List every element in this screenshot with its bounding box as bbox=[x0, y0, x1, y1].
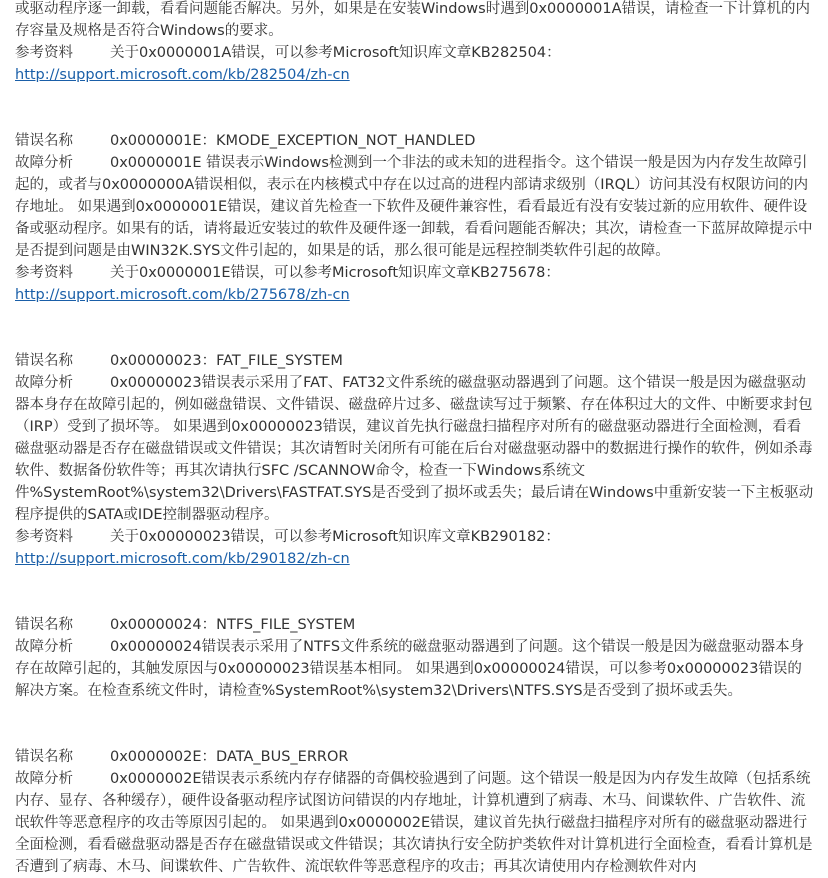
intro-reference bbox=[15, 42, 815, 64]
kb290182-link[interactable]: http://support.microsoft.com/kb/290182/zh-cn bbox=[15, 551, 350, 567]
kb275678-link[interactable]: http://support.microsoft.com/kb/275678/zh-cn bbox=[15, 287, 350, 303]
error-name: 0x0000002E：DATA_BUS_ERROR bbox=[110, 749, 349, 765]
analysis-paragraph bbox=[15, 636, 815, 702]
error-name-row bbox=[15, 130, 815, 152]
analysis-label: 故障分析 bbox=[15, 639, 73, 655]
kb282504-link[interactable]: http://support.microsoft.com/kb/282504/zh-cn bbox=[15, 67, 350, 83]
analysis-paragraph bbox=[15, 768, 815, 878]
error-name-row bbox=[15, 746, 815, 768]
error-name-label: 错误名称 bbox=[15, 617, 73, 633]
analysis-text: 0x0000002E错误表示系统内存存储器的奇偶校验遇到了问题。这个错误一般是因为内存发生故障（包括系统内存、显存、各种缓存），硬件设备驱动程序试图访问错误的内存地址，计算机遭到了病毒、木马、间谍软件、广告软件、流氓软件等恶意程序的攻击等原因引起的。 如果遇到0x0000002E错误，建议首先执行磁盘扫描程序对所有的磁盘驱动器进行全面检测，看看磁盘驱动器是否存在磁盘错误或文件错误；其次请执行安全防护类软件对计算机进行全面检查，看看计算机是否遭到了病毒、木马、间谍软件、广告软件、流氓软件等恶意程序的攻击；再其次请使用内存检测软件对内 bbox=[15, 771, 813, 875]
reference-text: 关于0x0000001A错误，可以参考Microsoft知识库文章KB282504： bbox=[110, 45, 561, 61]
analysis-label: 故障分析 bbox=[15, 155, 73, 171]
error-name-label: 错误名称 bbox=[15, 353, 73, 369]
analysis-label: 故障分析 bbox=[15, 771, 73, 787]
error-name: 0x0000001E：KMODE_EXCEPTION_NOT_HANDLED bbox=[110, 133, 476, 149]
reference-text: 关于0x00000023错误，可以参考Microsoft知识库文章KB290182： bbox=[110, 529, 560, 545]
analysis-text: 0x0000001E 错误表示Windows检测到一个非法的或未知的进程指令。这个错误一般是因为内存发生故障引起的，或者与0x0000000A错误相似，表示在内核模式中存在以过高的进程内部请求级别（IRQL）访问其没有权限访问的内存地址。 如果遇到0x0000001E错误，建议首先检查一下软件及硬件兼容性，看看最近有没有安装过新的应用软件、硬件设备或驱动程序。如果有的话，请将最近安装过的软件及硬件逐一卸载，看看问题能否解决；其次，请检查一下蓝屏故障提示中是否提到问题是由WIN32K.SYS文件引起的，如果是的话，那么很可能是远程控制类软件引起的故障。 bbox=[15, 155, 813, 259]
analysis-paragraph bbox=[15, 372, 815, 526]
error-entry-0x0000001E bbox=[15, 130, 815, 306]
analysis-paragraph bbox=[15, 152, 815, 262]
reference-row bbox=[15, 262, 815, 284]
analysis-label: 故障分析 bbox=[15, 375, 73, 391]
reference-label: 参考资料 bbox=[15, 265, 73, 281]
article-body bbox=[15, 0, 815, 878]
error-name-row bbox=[15, 350, 815, 372]
reference-label: 参考资料 bbox=[15, 529, 73, 545]
analysis-text: 0x00000023错误表示采用了FAT、FAT32文件系统的磁盘驱动器遇到了问题。这个错误一般是因为磁盘驱动器本身存在故障引起的，例如磁盘错误、文件错误、磁盘碎片过多、磁盘读写过于频繁、存在体积过大的文件、中断要求封包（IRP）受到了损坏等。 如果遇到0x00000023错误，建议首先执行磁盘扫描程序对所有的磁盘驱动器进行全面检测，看看磁盘驱动器是否存在磁盘错误或文件错误；其次请暂时关闭所有可能在后台对磁盘驱动器中的数据进行操作的软件，例如杀毒软件、数据备份软件等；再其次请执行SFC /SCANNOW命令，检查一下Windows系统文件%SystemRoot%\system32\Drivers\FASTFAT.SYS是否受到了损坏或丢失；最后请在Windows中重新安装一下主板驱动程序提供的SATA或IDE控制器驱动程序。 bbox=[15, 375, 814, 523]
reference-label: 参考资料 bbox=[15, 45, 73, 61]
error-name: 0x00000024：NTFS_FILE_SYSTEM bbox=[110, 617, 356, 633]
analysis-text: 0x00000024错误表示采用了NTFS文件系统的磁盘驱动器遇到了问题。这个错误一般是因为磁盘驱动器本身存在故障引起的，其触发原因与0x00000023错误基本相同。 如果遇到0x00000024错误，可以参考0x00000023错误的解决方案。在检查系统文件时，请检查%SystemRoot%\system32\Drivers\NTFS.SYS是否受到了损坏或丢失。 bbox=[15, 639, 805, 699]
error-name-label: 错误名称 bbox=[15, 133, 73, 149]
error-entry-0x00000024 bbox=[15, 614, 815, 702]
intro-paragraph: 或驱动程序逐一卸载，看看问题能否解决。另外，如果是在安装Windows时遇到0x0000001A错误，请检查一下计算机的内存容量及规格是否符合Windows的要求。 bbox=[15, 1, 811, 39]
error-entry-0x0000002E bbox=[15, 746, 815, 878]
reference-text: 关于0x0000001E错误，可以参考Microsoft知识库文章KB275678： bbox=[110, 265, 560, 281]
error-entry-0x00000023 bbox=[15, 350, 815, 570]
error-name: 0x00000023：FAT_FILE_SYSTEM bbox=[110, 353, 343, 369]
reference-row bbox=[15, 526, 815, 548]
error-name-label: 错误名称 bbox=[15, 749, 73, 765]
error-name-row bbox=[15, 614, 815, 636]
